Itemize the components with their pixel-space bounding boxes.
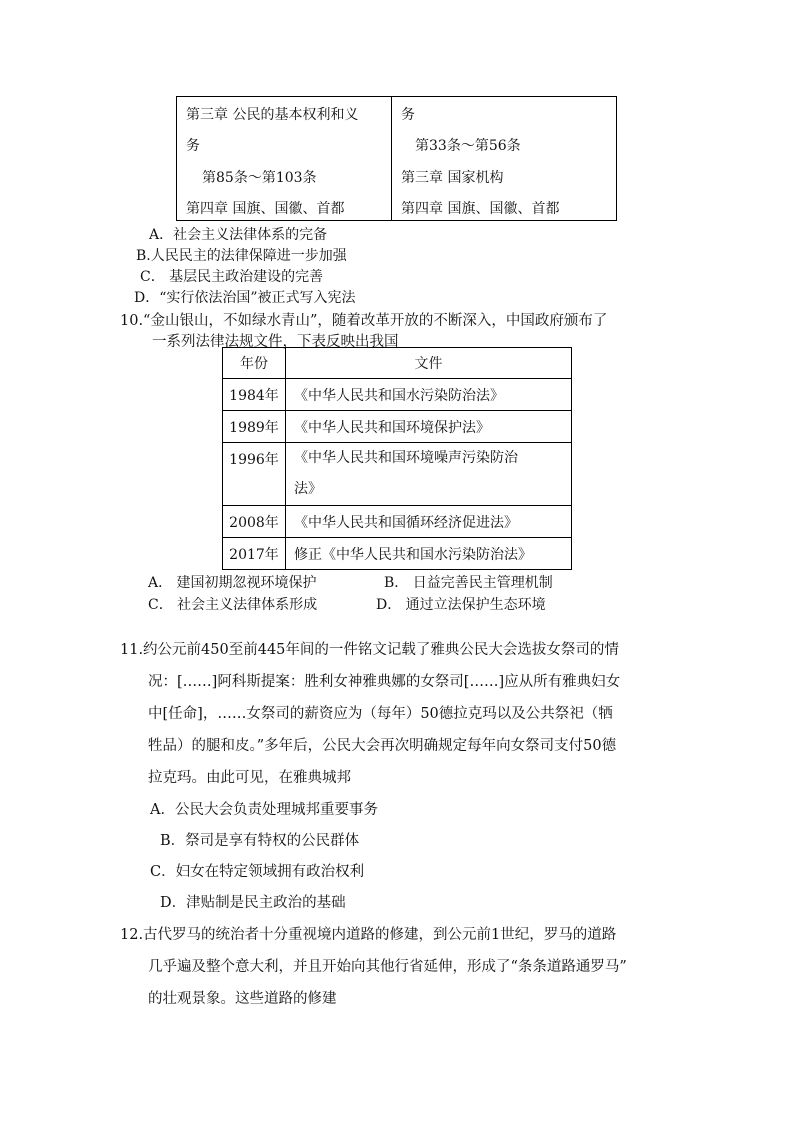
table-cell: 第85条～第103条	[202, 170, 317, 186]
q9-option-a: A．社会主义法律体系的完备	[149, 227, 328, 243]
table-cell-year: 1984年	[223, 379, 286, 411]
q11-stem-line: 拉克玛。由此可见，在雅典城邦	[148, 770, 351, 786]
table-cell-doc: 修正《中华人民共和国水污染防治法》	[286, 538, 572, 570]
table-row	[223, 538, 572, 570]
table-row	[223, 411, 572, 443]
q11-option-d: D．津贴制是民主政治的基础	[160, 895, 346, 911]
q9-option-d: D．“实行依法治国”被正式写入宪法	[134, 290, 356, 306]
constitution-chapter-table	[176, 96, 617, 221]
table-cell: 务	[186, 138, 200, 154]
table-header-year: 年份	[223, 348, 286, 379]
table-cell-doc-line: 《中华人民共和国环境噪声污染防治	[294, 450, 518, 466]
table-cell: 第33条～第56条	[415, 138, 521, 154]
table-cell-year: 1996年	[223, 443, 286, 506]
table-cell: 第四章 国旗、国徽、首都	[186, 201, 345, 217]
q12-stem-line: 12.古代罗马的统治者十分重视境内道路的修建，到公元前1世纪，罗马的道路	[120, 927, 617, 943]
q10-stem-line: 10.“金山银山，不如绿水青山”，随着改革开放的不断深入，中国政府颁布了	[120, 313, 608, 329]
q11-option-b: B．祭司是享有特权的公民群体	[160, 833, 360, 849]
table-cell-year: 1989年	[223, 411, 286, 443]
q11-stem-line: 中[任命]，……女祭司的薪资应为（每年）50德拉克玛以及公共祭祀（牺	[148, 706, 613, 722]
table-header-doc: 文件	[286, 348, 572, 379]
q9-option-b: B.人民民主的法律保障进一步加强	[136, 248, 347, 264]
table-cell-doc: 《中华人民共和国循环经济促进法》	[286, 506, 572, 538]
q10-option-a: A． 建国初期忽视环境保护	[148, 575, 317, 591]
q12-stem-line: 几乎遍及整个意大利，并且开始向其他行省延伸，形成了“条条道路通罗马”	[148, 959, 627, 975]
q10-option-c: C． 社会主义法律体系形成	[148, 597, 318, 613]
q11-stem-line: 牲品）的腿和皮。”多年后，公民大会再次明确规定每年向女祭司支付50德	[148, 738, 617, 754]
table-cell: 第三章 国家机构	[401, 170, 504, 186]
q12-stem-line: 的壮观景象。这些道路的修建	[148, 991, 337, 1007]
table-cell: 第四章 国旗、国徽、首都	[401, 201, 560, 217]
table-cell-doc: 《中华人民共和国水污染防治法》	[286, 379, 572, 411]
table-divider	[391, 97, 392, 220]
table-row	[223, 379, 572, 411]
q10-stem-line: 一系列法律法规文件，下表反映出我国	[152, 334, 399, 350]
table-cell-doc: 《中华人民共和国环境保护法》	[286, 411, 572, 443]
table-cell: 务	[401, 107, 415, 123]
table-cell: 第三章 公民的基本权利和义	[186, 107, 359, 123]
table-header-row	[223, 348, 572, 379]
table-cell-doc	[286, 443, 572, 506]
table-cell-year: 2017年	[223, 538, 286, 570]
law-documents-table	[222, 347, 572, 570]
q10-option-d: D． 通过立法保护生态环境	[376, 597, 546, 613]
table-row	[223, 506, 572, 538]
q9-option-c: C． 基层民主政治建设的完善	[140, 269, 324, 285]
q10-option-b: B． 日益完善民主管理机制	[384, 575, 553, 591]
q11-option-a: A．公民大会负责处理城邦重要事务	[150, 802, 378, 818]
q11-stem-line: 11.约公元前450至前445年间的一件铭文记载了雅典公民大会选拔女祭司的情	[120, 642, 619, 658]
table-cell-doc-line: 法》	[294, 481, 322, 497]
table-cell-year: 2008年	[223, 506, 286, 538]
q11-option-c: C．妇女在特定领域拥有政治权利	[150, 864, 365, 880]
q11-stem-line: 况：[……]阿科斯提案：胜利女神雅典娜的女祭司[……]应从所有雅典妇女	[148, 674, 621, 690]
table-row	[223, 443, 572, 506]
